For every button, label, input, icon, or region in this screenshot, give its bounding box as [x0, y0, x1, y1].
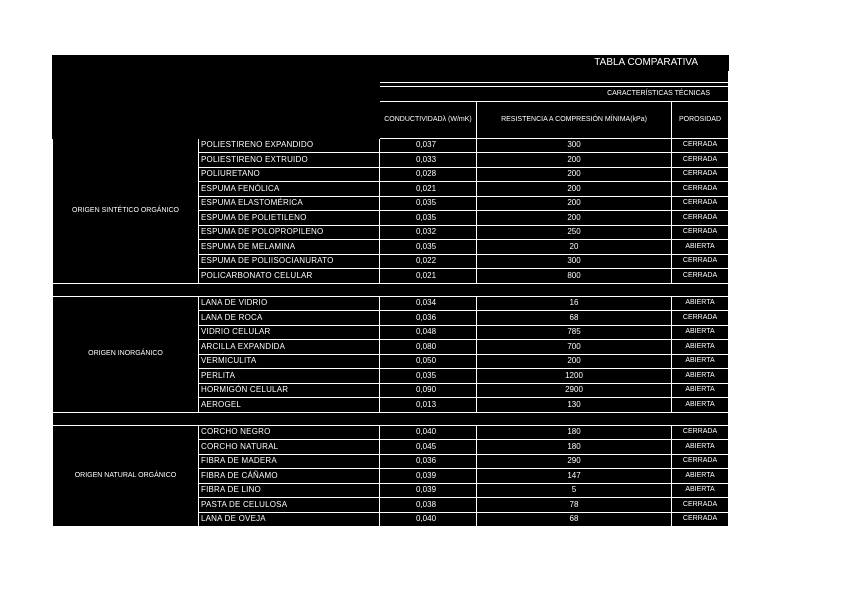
conductivity-cell: 0,028: [380, 167, 477, 182]
resistance-cell: 78: [477, 498, 672, 513]
resistance-cell: 200: [477, 211, 672, 226]
material-cell: ESPUMA DE POLIISOCIANURATO: [199, 254, 380, 269]
conductivity-cell: 0,034: [380, 296, 477, 311]
material-cell: POLIESTIRENO EXPANDIDO: [199, 138, 380, 153]
conductivity-cell: 0,048: [380, 325, 477, 340]
material-cell: PERLITA: [199, 369, 380, 384]
conductivity-cell: 0,035: [380, 369, 477, 384]
porosity-cell: ABIERTA: [672, 440, 729, 455]
porosity-header: POROSIDAD: [672, 101, 729, 138]
resistance-cell: 290: [477, 454, 672, 469]
porosity-cell: CERRADA: [672, 153, 729, 168]
material-cell: HORMIGÓN CELULAR: [199, 383, 380, 398]
resistance-cell: 800: [477, 269, 672, 284]
porosity-cell: ABIERTA: [672, 383, 729, 398]
resistance-cell: 180: [477, 425, 672, 440]
material-cell: POLIESTIRENO EXTRUIDO: [199, 153, 380, 168]
resistance-cell: 68: [477, 512, 672, 527]
group-separator-cell: [53, 412, 729, 425]
resistance-cell: 1200: [477, 369, 672, 384]
resistance-cell: 200: [477, 153, 672, 168]
porosity-cell: ABIERTA: [672, 369, 729, 384]
resistance-cell: 200: [477, 196, 672, 211]
material-cell: ESPUMA ELASTOMÉRICA: [199, 196, 380, 211]
material-cell: VIDRIO CELULAR: [199, 325, 380, 340]
porosity-cell: ABIERTA: [672, 325, 729, 340]
material-cell: ESPUMA DE POLOPROPILENO: [199, 225, 380, 240]
group-label: ORIGEN SINTÉTICO ORGÁNICO: [53, 138, 199, 283]
technical-characteristics-header: CARACTERÍSTICAS TÉCNICAS: [380, 87, 729, 102]
porosity-cell: ABIERTA: [672, 296, 729, 311]
porosity-cell: CERRADA: [672, 196, 729, 211]
group-label: ORIGEN INORGÁNICO: [53, 296, 199, 412]
conductivity-cell: 0,013: [380, 398, 477, 413]
material-cell: ARCILLA EXPANDIDA: [199, 340, 380, 355]
resistance-cell: 68: [477, 311, 672, 326]
porosity-cell: ABIERTA: [672, 483, 729, 498]
conductivity-cell: 0,037: [380, 138, 477, 153]
resistance-cell: 300: [477, 254, 672, 269]
material-cell: ESPUMA DE MELAMINA: [199, 240, 380, 255]
resistance-cell: 16: [477, 296, 672, 311]
material-cell: FIBRA DE CÁÑAMO: [199, 469, 380, 484]
material-cell: LANA DE VIDRIO: [199, 296, 380, 311]
conductivity-cell: 0,038: [380, 498, 477, 513]
material-cell: AEROGEL: [199, 398, 380, 413]
resistance-cell: 20: [477, 240, 672, 255]
material-cell: FIBRA DE MADERA: [199, 454, 380, 469]
porosity-cell: CERRADA: [672, 138, 729, 153]
conductivity-cell: 0,039: [380, 483, 477, 498]
porosity-cell: ABIERTA: [672, 340, 729, 355]
material-cell: ESPUMA FENÓLICA: [199, 182, 380, 197]
compression-resistance-header: RESISTENCIA A COMPRESIÓN MÍNIMA(kPa): [477, 101, 672, 138]
material-cell: ESPUMA DE POLIETILENO: [199, 211, 380, 226]
group-label: ORIGEN NATURAL ORGÁNICO: [53, 425, 199, 527]
resistance-cell: 300: [477, 138, 672, 153]
porosity-cell: CERRADA: [672, 225, 729, 240]
material-cell: LANA DE ROCA: [199, 311, 380, 326]
conductivity-cell: 0,035: [380, 211, 477, 226]
conductivity-cell: 0,022: [380, 254, 477, 269]
porosity-cell: CERRADA: [672, 254, 729, 269]
table-row: [53, 296, 729, 311]
porosity-cell: CERRADA: [672, 182, 729, 197]
resistance-cell: 2900: [477, 383, 672, 398]
material-cell: PASTA DE CELULOSA: [199, 498, 380, 513]
porosity-cell: CERRADA: [672, 498, 729, 513]
porosity-cell: CERRADA: [672, 269, 729, 284]
porosity-cell: ABIERTA: [672, 398, 729, 413]
table-title: TABLA COMPARATIVA: [53, 56, 729, 71]
conductivity-cell: 0,040: [380, 512, 477, 527]
material-cell: POLICARBONATO CELULAR: [199, 269, 380, 284]
resistance-cell: 200: [477, 182, 672, 197]
conductivity-cell: 0,036: [380, 454, 477, 469]
porosity-cell: ABIERTA: [672, 240, 729, 255]
porosity-cell: CERRADA: [672, 425, 729, 440]
conductivity-cell: 0,039: [380, 469, 477, 484]
header-spacer: [380, 71, 729, 83]
resistance-cell: 147: [477, 469, 672, 484]
group-separator-row: [53, 283, 729, 296]
conductivity-cell: 0,050: [380, 354, 477, 369]
material-cell: VERMICULITA: [199, 354, 380, 369]
conductivity-cell: 0,021: [380, 182, 477, 197]
porosity-cell: CERRADA: [672, 454, 729, 469]
porosity-cell: CERRADA: [672, 211, 729, 226]
conductivity-cell: 0,032: [380, 225, 477, 240]
table-row: [53, 138, 729, 153]
conductivity-cell: 0,036: [380, 311, 477, 326]
comparison-table: [52, 55, 729, 527]
material-cell: CORCHO NEGRO: [199, 425, 380, 440]
conductivity-cell: 0,045: [380, 440, 477, 455]
conductivity-cell: 0,033: [380, 153, 477, 168]
header-corner: [53, 71, 380, 139]
group-separator-row: [53, 412, 729, 425]
table-row: [53, 425, 729, 440]
resistance-cell: 700: [477, 340, 672, 355]
porosity-cell: ABIERTA: [672, 354, 729, 369]
resistance-cell: 5: [477, 483, 672, 498]
material-cell: FIBRA DE LINO: [199, 483, 380, 498]
material-cell: LANA DE OVEJA: [199, 512, 380, 527]
porosity-cell: CERRADA: [672, 311, 729, 326]
resistance-cell: 200: [477, 354, 672, 369]
material-cell: CORCHO NATURAL: [199, 440, 380, 455]
resistance-cell: 180: [477, 440, 672, 455]
resistance-cell: 130: [477, 398, 672, 413]
porosity-cell: CERRADA: [672, 167, 729, 182]
resistance-cell: 250: [477, 225, 672, 240]
conductivity-header: CONDUCTIVIDADλ (W/mK): [380, 101, 477, 138]
conductivity-cell: 0,040: [380, 425, 477, 440]
conductivity-cell: 0,090: [380, 383, 477, 398]
resistance-cell: 785: [477, 325, 672, 340]
conductivity-cell: 0,080: [380, 340, 477, 355]
resistance-cell: 200: [477, 167, 672, 182]
porosity-cell: CERRADA: [672, 512, 729, 527]
material-cell: POLIURETANO: [199, 167, 380, 182]
conductivity-cell: 0,035: [380, 240, 477, 255]
conductivity-cell: 0,021: [380, 269, 477, 284]
group-separator-cell: [53, 283, 729, 296]
porosity-cell: ABIERTA: [672, 469, 729, 484]
conductivity-cell: 0,035: [380, 196, 477, 211]
